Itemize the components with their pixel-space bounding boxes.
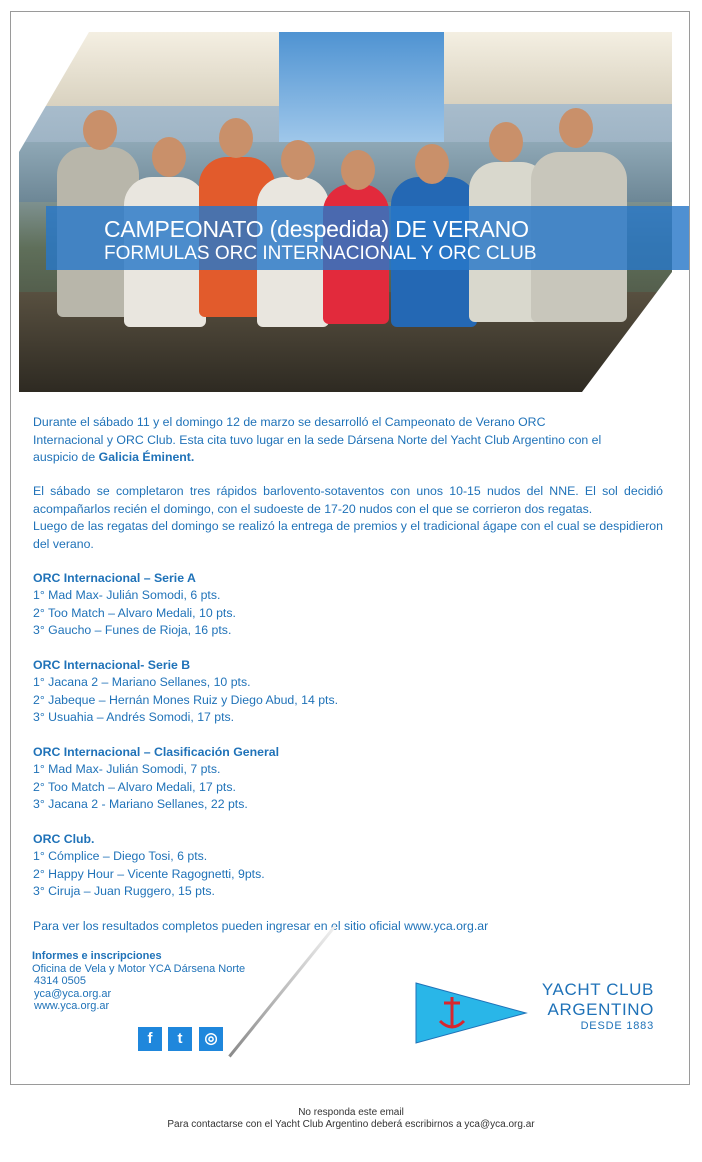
- result-line: 1° Mad Max- Julián Somodi, 6 pts.: [33, 588, 221, 603]
- result-line: 1° Jacana 2 – Mariano Sellanes, 10 pts.: [33, 675, 251, 690]
- race-summary: [33, 483, 663, 553]
- intro-paragraph: [33, 414, 663, 467]
- result-line: 2° Too Match – Alvaro Medali, 10 pts.: [33, 605, 236, 620]
- result-line: 1° Cómplice – Diego Tosi, 6 pts.: [33, 849, 208, 864]
- results-heading: ORC Internacional – Clasificación General: [33, 745, 280, 759]
- intro-line: Durante el sábado 11 y el domingo 12 de marzo se desarrolló el Campeonato de Verano ORC: [33, 415, 546, 429]
- results-general: [33, 744, 533, 814]
- result-line: 2° Too Match – Alvaro Medali, 17 pts.: [33, 779, 236, 794]
- intro-line: auspicio de: [33, 450, 99, 464]
- contact-phone: 4314 0505: [34, 975, 86, 988]
- logo-line: DESDE 1883: [580, 1020, 654, 1032]
- logo-line: YACHT CLUB: [541, 980, 654, 999]
- result-line: 2° Happy Hour – Vicente Ragognetti, 9pts.: [33, 866, 265, 881]
- contact-web-link[interactable]: www.yca.org.ar: [34, 1000, 110, 1013]
- summary-text: El sábado se completaron tres rápidos barlovento-sotaventos con unos 10-15 nudos del NNE. El sol decidió acompañarlos recién el domingo, con el sudoeste de 17-20 nudos con el que se corrieron dos regatas.: [33, 484, 663, 516]
- result-line: 2° Jabeque – Hernán Mones Ruiz y Diego Abud, 14 pts.: [33, 692, 339, 707]
- result-line: 1° Mad Max- Julián Somodi, 7 pts.: [33, 762, 221, 777]
- contact-email-link[interactable]: yca@yca.org.ar: [34, 987, 112, 1000]
- result-line: 3° Jacana 2 - Mariano Sellanes, 22 pts.: [33, 797, 248, 812]
- contact-office: Oficina de Vela y Motor YCA Dársena Norte: [32, 962, 246, 975]
- results-heading: ORC Club.: [33, 832, 95, 846]
- burgee-icon: [416, 983, 528, 1043]
- result-line: 3° Ciruja – Juan Ruggero, 15 pts.: [33, 884, 215, 899]
- footer-line: No responda este email: [298, 1107, 404, 1118]
- closing-text: Para ver los resultados completos pueden ingresar en el sitio oficial www.yca.org.ar: [33, 919, 489, 933]
- email-footer: [0, 1107, 702, 1131]
- results-heading: ORC Internacional – Serie A: [33, 571, 196, 585]
- twitter-icon[interactable]: t: [168, 1027, 192, 1051]
- summary-text: Luego de las regatas del domingo se realizó la entrega de premios y el tradicional ágape con el cual se despidieron del verano.: [33, 519, 663, 551]
- result-line: 3° Usuahia – Andrés Somodi, 17 pts.: [33, 710, 235, 725]
- results-serie-a: [33, 570, 533, 640]
- instagram-icon[interactable]: ◎: [199, 1027, 223, 1051]
- club-logo: [530, 980, 654, 1032]
- results-orc-club: [33, 831, 533, 901]
- footer-line: Para contactarse con el Yacht Club Argentino deberá escribirnos a yca@yca.org.ar: [167, 1119, 535, 1130]
- result-line: 3° Gaucho – Funes de Rioja, 16 pts.: [33, 623, 232, 638]
- facebook-icon[interactable]: f: [138, 1027, 162, 1051]
- contact-heading: Informes e inscripciones: [32, 950, 162, 962]
- logo-line: ARGENTINO: [547, 1000, 654, 1019]
- page-subtitle: FORMULAS ORC INTERNACIONAL Y ORC CLUB: [104, 243, 537, 264]
- page-title: CAMPEONATO (despedida) DE VERANO: [104, 216, 529, 242]
- contact-info: [32, 950, 245, 1013]
- title-banner: [46, 206, 689, 270]
- results-serie-b: [33, 657, 533, 727]
- intro-line: Internacional y ORC Club. Esta cita tuvo lugar en la sede Dársena Norte del Yacht Club Argentino con el: [33, 432, 602, 447]
- sponsor-name: Galicia Éminent.: [98, 450, 195, 464]
- results-heading: ORC Internacional- Serie B: [33, 658, 191, 672]
